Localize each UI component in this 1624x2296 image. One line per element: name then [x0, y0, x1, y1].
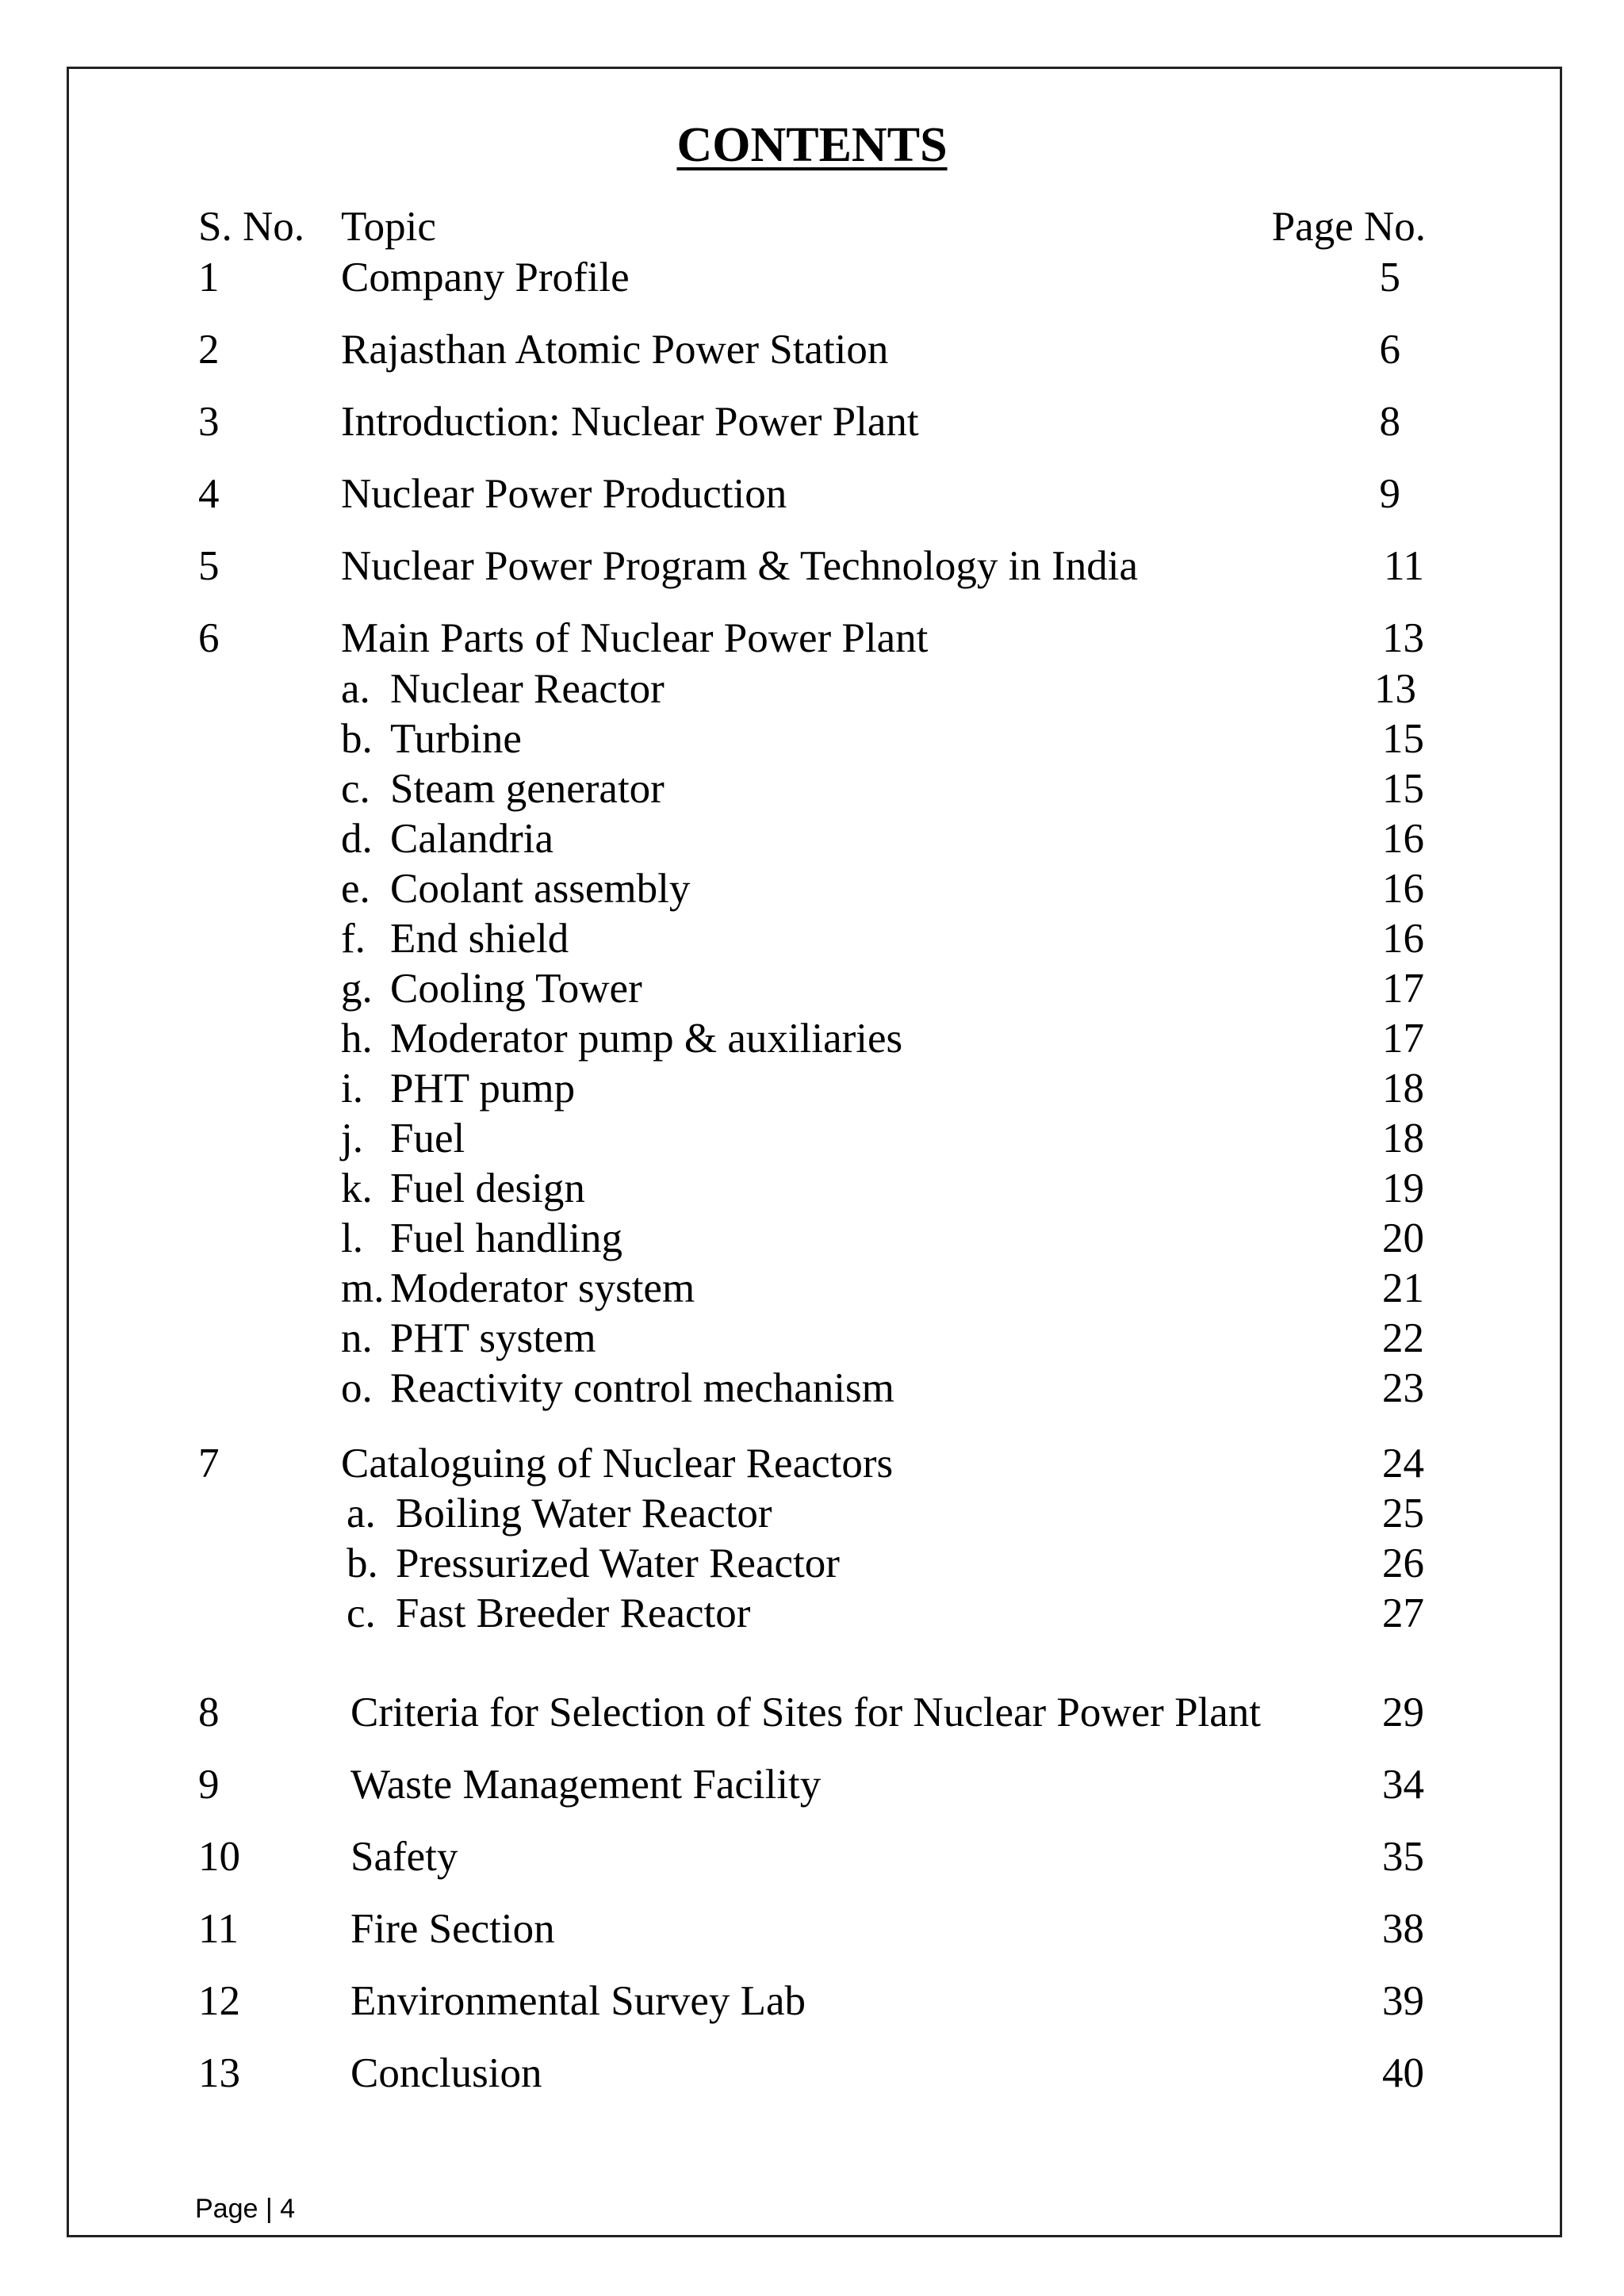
toc-entry: [0, 252, 1624, 303]
toc-subentry: [0, 714, 1624, 764]
subentry-topic: Steam generator: [390, 766, 665, 812]
subentry-topic: End shield: [390, 916, 569, 962]
entry-number: 5: [198, 543, 220, 589]
toc-entry: [0, 396, 1624, 447]
subentry-page: 17: [1382, 1016, 1424, 1062]
toc-entry: [0, 1759, 1624, 1810]
entry-topic: Rajasthan Atomic Power Station: [341, 327, 889, 373]
subentry-page: 23: [1382, 1365, 1424, 1411]
entry-number: 4: [198, 471, 220, 517]
subentry-page: 22: [1382, 1315, 1424, 1361]
entry-page: 8: [1379, 399, 1400, 445]
subentry-page: 16: [1382, 916, 1424, 962]
subentry-letter: f.: [341, 916, 366, 962]
entry-topic: Conclusion: [350, 2050, 542, 2096]
subentry-topic: Fuel design: [390, 1165, 585, 1211]
subentry-page: 27: [1382, 1590, 1424, 1636]
entry-number: 6: [198, 615, 220, 661]
subentry-letter: e.: [341, 866, 370, 912]
header-sno: S. No.: [198, 204, 305, 250]
subentry-topic: Calandria: [390, 816, 554, 862]
entry-number: 9: [198, 1762, 220, 1808]
subentry-letter: a.: [347, 1490, 376, 1536]
entry-page: 34: [1382, 1762, 1424, 1808]
entry-number: 3: [198, 399, 220, 445]
toc-subentry: [0, 1538, 1624, 1589]
subentry-topic: Moderator system: [390, 1265, 695, 1311]
toc-subentry: [0, 963, 1624, 1014]
subentry-letter: i.: [341, 1066, 363, 1112]
subentry-topic: Pressurized Water Reactor: [396, 1540, 840, 1586]
subentry-page: 25: [1382, 1490, 1424, 1536]
subentry-topic: Cooling Tower: [390, 966, 642, 1012]
entry-page: 6: [1379, 327, 1400, 373]
toc-entry: [0, 1976, 1624, 2026]
entry-page: 38: [1382, 1906, 1424, 1952]
table-header: [0, 201, 1624, 252]
subentry-page: 15: [1382, 766, 1424, 812]
toc-entry: [0, 1687, 1624, 1738]
entry-page: 24: [1382, 1441, 1424, 1487]
subentry-letter: n.: [341, 1315, 373, 1361]
subentry-letter: h.: [341, 1016, 373, 1062]
subentry-topic: Fast Breeder Reactor: [396, 1590, 751, 1636]
toc-subentry: [0, 763, 1624, 814]
toc-entry: [0, 541, 1624, 591]
entry-page: 29: [1382, 1689, 1424, 1735]
subentry-letter: k.: [341, 1165, 373, 1211]
entry-topic: Environmental Survey Lab: [350, 1978, 806, 2024]
entry-number: 11: [198, 1906, 239, 1952]
entry-page: 40: [1382, 2050, 1424, 2096]
entry-topic: Cataloguing of Nuclear Reactors: [341, 1441, 894, 1487]
toc-subentry: [0, 1163, 1624, 1214]
subentry-page: 16: [1382, 816, 1424, 862]
entry-topic: Nuclear Power Program & Technology in India: [341, 543, 1139, 589]
toc-subentry: [0, 1113, 1624, 1164]
subentry-page: 16: [1382, 866, 1424, 912]
subentry-topic: Reactivity control mechanism: [390, 1365, 894, 1411]
toc-subentry: [0, 1488, 1624, 1539]
header-topic: Topic: [341, 204, 436, 250]
toc-subentry: [0, 913, 1624, 964]
subentry-page: 20: [1382, 1215, 1424, 1261]
toc-entry: [0, 1831, 1624, 1882]
entry-topic: Nuclear Power Production: [341, 471, 787, 517]
entry-number: 1: [198, 254, 220, 300]
entry-topic: Introduction: Nuclear Power Plant: [341, 399, 919, 445]
toc-subentry: [0, 1263, 1624, 1314]
entry-topic: Waste Management Facility: [350, 1762, 822, 1808]
entry-page: 13: [1382, 615, 1424, 661]
toc-entry: [0, 613, 1624, 664]
toc-subentry: [0, 813, 1624, 864]
toc-entry: [0, 324, 1624, 375]
toc-subentry: [0, 1213, 1624, 1264]
entry-page: 35: [1382, 1834, 1424, 1880]
subentry-topic: Fuel: [390, 1115, 465, 1161]
subentry-page: 19: [1382, 1165, 1424, 1211]
subentry-page: 13: [1374, 666, 1416, 712]
entry-page: 5: [1379, 254, 1400, 300]
subentry-topic: Turbine: [390, 716, 522, 762]
subentry-page: 18: [1382, 1066, 1424, 1112]
entry-number: 8: [198, 1689, 220, 1735]
subentry-letter: d.: [341, 816, 373, 862]
toc-entry: [0, 1438, 1624, 1489]
subentry-letter: c.: [341, 766, 370, 812]
entry-number: 7: [198, 1441, 220, 1487]
subentry-topic: PHT pump: [390, 1066, 576, 1112]
subentry-letter: l.: [341, 1215, 363, 1261]
entry-page: 11: [1383, 543, 1424, 589]
subentry-topic: Nuclear Reactor: [390, 666, 665, 712]
subentry-topic: Fuel handling: [390, 1215, 622, 1261]
subentry-letter: m.: [341, 1265, 385, 1311]
toc-entry: [0, 469, 1624, 519]
toc-subentry: [0, 664, 1624, 714]
subentry-letter: g.: [341, 966, 373, 1012]
subentry-letter: b.: [347, 1540, 378, 1586]
subentry-page: 21: [1382, 1265, 1424, 1311]
entry-page: 9: [1379, 471, 1400, 517]
subentry-page: 18: [1382, 1115, 1424, 1161]
toc-subentry: [0, 1588, 1624, 1639]
page-footer: Page | 4: [195, 2194, 296, 2224]
subentry-page: 17: [1382, 966, 1424, 1012]
subentry-letter: c.: [347, 1590, 376, 1636]
toc-subentry: [0, 863, 1624, 914]
entry-topic: Safety: [350, 1834, 458, 1880]
entry-topic: Main Parts of Nuclear Power Plant: [341, 615, 929, 661]
header-page: Page No.: [1271, 204, 1426, 250]
entry-topic: Company Profile: [341, 254, 630, 300]
subentry-letter: b.: [341, 716, 373, 762]
toc-entry: [0, 1904, 1624, 1954]
entry-topic: Criteria for Selection of Sites for Nuclear Power Plant: [350, 1689, 1262, 1735]
entry-number: 2: [198, 327, 220, 373]
entry-topic: Fire Section: [350, 1906, 555, 1952]
subentry-topic: Moderator pump & auxiliaries: [390, 1016, 903, 1062]
toc-subentry: [0, 1063, 1624, 1114]
subentry-page: 15: [1382, 716, 1424, 762]
subentry-letter: o.: [341, 1365, 373, 1411]
toc-subentry: [0, 1013, 1624, 1064]
subentry-topic: Boiling Water Reactor: [396, 1490, 772, 1536]
toc-subentry: [0, 1313, 1624, 1364]
toc-subentry: [0, 1363, 1624, 1414]
entry-number: 12: [198, 1978, 240, 2024]
entry-page: 39: [1382, 1978, 1424, 2024]
toc-entry: [0, 2048, 1624, 2099]
entry-number: 13: [198, 2050, 240, 2096]
subentry-letter: a.: [341, 666, 370, 712]
subentry-topic: PHT system: [390, 1315, 596, 1361]
subentry-page: 26: [1382, 1540, 1424, 1586]
subentry-topic: Coolant assembly: [390, 866, 691, 912]
subentry-letter: j.: [341, 1115, 363, 1161]
entry-number: 10: [198, 1834, 240, 1880]
contents-title: CONTENTS: [676, 118, 948, 172]
